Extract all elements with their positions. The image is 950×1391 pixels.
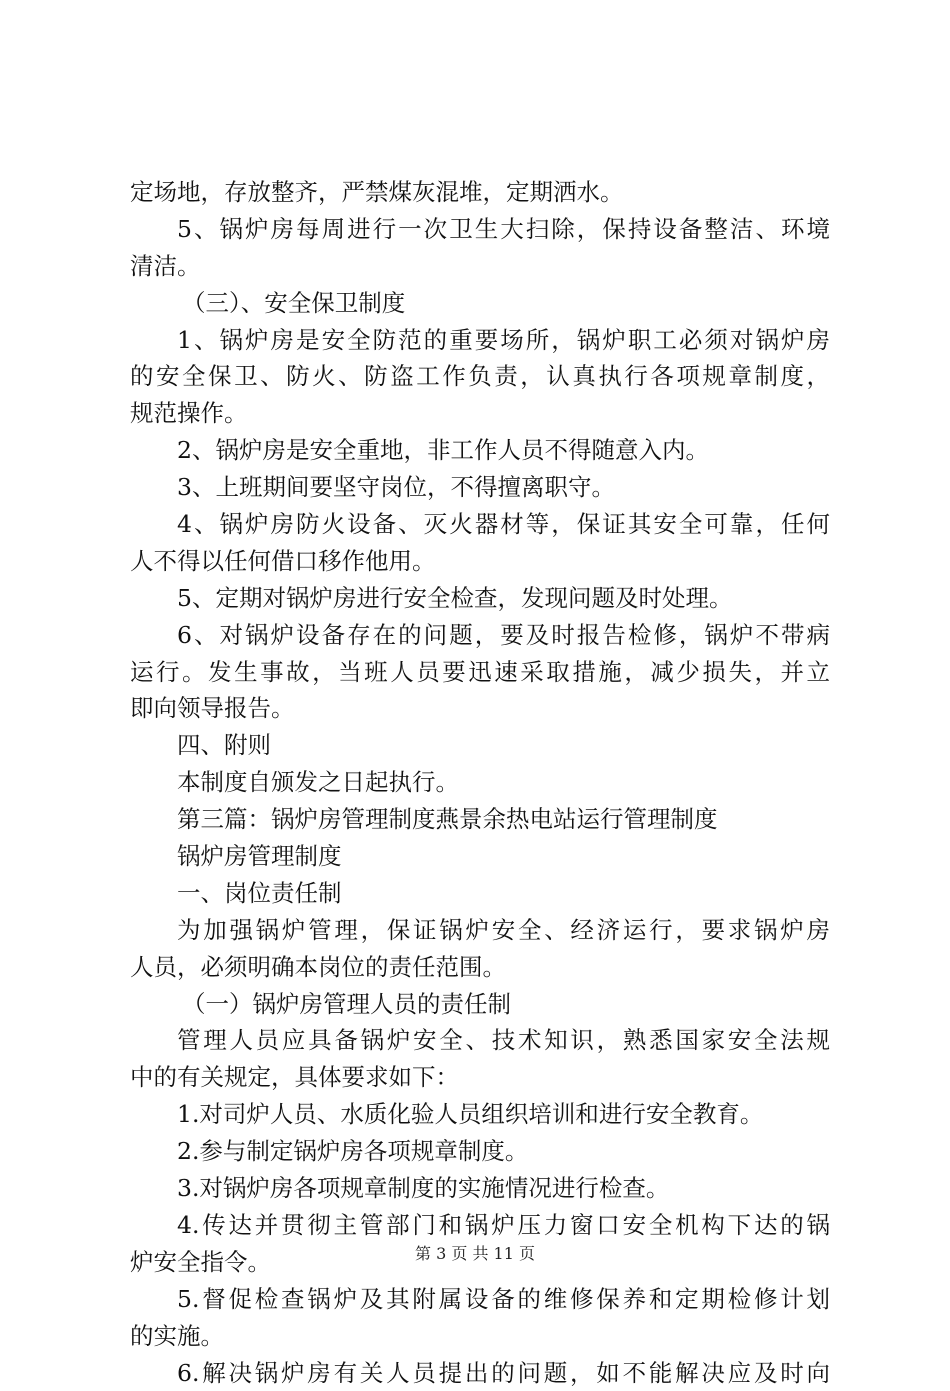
text-line: 运行。发生事故，当班人员要迅速采取措施，减少损失，并立 [130, 654, 830, 691]
text-line: 管理人员应具备锅炉安全、技术知识，熟悉国家安全法规 [130, 1022, 830, 1059]
text-line: 为加强锅炉管理，保证锅炉安全、经济运行，要求锅炉房 [130, 912, 830, 949]
text-line: 2、锅炉房是安全重地，非工作人员不得随意入内。 [130, 432, 830, 469]
text-line: 5.督促检查锅炉及其附属设备的维修保养和定期检修计划 [130, 1281, 830, 1318]
text-line: 1.对司炉人员、水质化验人员组织培训和进行安全教育。 [130, 1096, 830, 1133]
text-line: 3.对锅炉房各项规章制度的实施情况进行检查。 [130, 1170, 830, 1207]
section-heading: （三）、安全保卫制度 [130, 285, 830, 322]
text-line: 5、定期对锅炉房进行安全检查，发现问题及时处理。 [130, 580, 830, 617]
text-line: 人不得以任何借口移作他用。 [130, 543, 830, 580]
text-line: 规范操作。 [130, 395, 830, 432]
chapter-heading: 第三篇：锅炉房管理制度燕景余热电站运行管理制度 [130, 801, 830, 838]
text-line: 1、锅炉房是安全防范的重要场所，锅炉职工必须对锅炉房 [130, 322, 830, 359]
text-line: 2.参与制定锅炉房各项规章制度。 [130, 1133, 830, 1170]
page-footer: 第 3 页 共 11 页 [0, 1244, 950, 1264]
section-heading: 四、附则 [130, 727, 830, 764]
text-line: 6.解决锅炉房有关人员提出的问题，如不能解决应及时向 [130, 1355, 830, 1391]
text-line: 本制度自颁发之日起执行。 [130, 764, 830, 801]
text-line: 3、上班期间要坚守岗位，不得擅离职守。 [130, 469, 830, 506]
text-line: 炉安全指令。 [130, 1244, 830, 1281]
text-line: 中的有关规定，具体要求如下： [130, 1059, 830, 1096]
text-line: 定场地，存放整齐，严禁煤灰混堆，定期洒水。 [130, 174, 830, 211]
text-line: 5、锅炉房每周进行一次卫生大扫除，保持设备整洁、环境 [130, 211, 830, 248]
text-line: 人员，必须明确本岗位的责任范围。 [130, 949, 830, 986]
text-line: 4.传达并贯彻主管部门和锅炉压力窗口安全机构下达的锅 [130, 1207, 830, 1244]
text-line: 即向领导报告。 [130, 690, 830, 727]
document-body [130, 174, 830, 1391]
text-line: 的实施。 [130, 1318, 830, 1355]
section-heading: （一）锅炉房管理人员的责任制 [130, 986, 830, 1023]
text-line: 清洁。 [130, 248, 830, 285]
section-heading: 一、岗位责任制 [130, 875, 830, 912]
text-line: 的安全保卫、防火、防盗工作负责，认真执行各项规章制度， [130, 358, 830, 395]
text-line: 4、锅炉房防火设备、灭火器材等，保证其安全可靠，任何 [130, 506, 830, 543]
document-title: 锅炉房管理制度 [130, 838, 830, 875]
text-line: 6、对锅炉设备存在的问题，要及时报告检修，锅炉不带病 [130, 617, 830, 654]
